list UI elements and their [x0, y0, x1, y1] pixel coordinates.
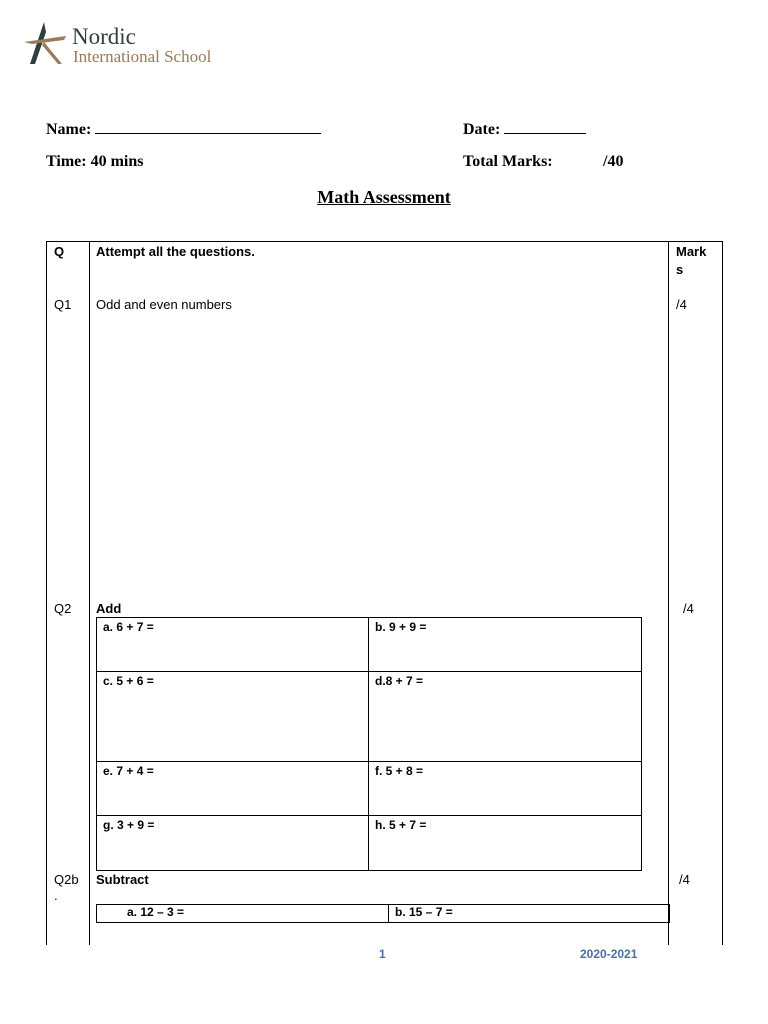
addition-grid [96, 617, 642, 871]
date-blank[interactable] [504, 119, 586, 134]
assessment-table [46, 241, 723, 945]
grid-col-line [388, 905, 389, 922]
add-problem-h[interactable]: h. 5 + 7 = [375, 818, 427, 832]
date-label: Date: [463, 121, 501, 138]
q2-text: Add [96, 601, 122, 616]
school-logo [22, 20, 232, 70]
q2-marks: /4 [683, 601, 694, 616]
add-problem-d[interactable]: d.8 + 7 = [375, 674, 424, 688]
add-problem-a[interactable]: a. 6 + 7 = [103, 620, 154, 634]
col-header-marks-2: s [676, 262, 684, 277]
q2b-text: Subtract [96, 872, 149, 887]
add-problem-g[interactable]: g. 3 + 9 = [103, 818, 155, 832]
col-header-q: Q [54, 244, 65, 259]
total-marks-value: /40 [603, 153, 624, 170]
time-text: Time: 40 mins [46, 153, 144, 170]
date-field [463, 119, 586, 139]
add-problem-e[interactable]: e. 7 + 4 = [103, 764, 154, 778]
name-blank[interactable] [95, 119, 321, 134]
page-title [0, 187, 768, 208]
instruction-text: Attempt all the questions. [96, 244, 255, 259]
logo-name-line1: Nordic [72, 24, 136, 49]
grid-row-line [97, 761, 641, 762]
grid-col-line [368, 618, 369, 870]
grid-row-line [97, 815, 641, 816]
add-problem-c[interactable]: c. 5 + 6 = [103, 674, 154, 688]
subtraction-grid [96, 904, 670, 923]
grid-row-line [97, 671, 641, 672]
col-header-marks-1: Mark [676, 244, 707, 259]
logo-name-line2: International School [73, 47, 212, 66]
q2b-number: Q2b [54, 872, 79, 887]
sub-problem-b[interactable]: b. 15 – 7 = [395, 905, 453, 919]
page-number: 1 [379, 947, 386, 961]
q2b-marks: /4 [679, 872, 690, 887]
q1-text: Odd and even numbers [96, 297, 232, 312]
table-divider-q [89, 242, 90, 945]
sub-problem-a[interactable]: a. 12 – 3 = [127, 905, 185, 919]
star-logo-icon [22, 20, 70, 66]
total-marks-label: Total Marks: [463, 153, 553, 170]
q1-number: Q1 [54, 297, 72, 312]
name-field [46, 119, 321, 139]
name-label: Name: [46, 121, 92, 138]
school-year: 2020-2021 [580, 947, 638, 961]
table-divider-marks [668, 242, 669, 945]
q2-number: Q2 [54, 601, 72, 616]
add-problem-f[interactable]: f. 5 + 8 = [375, 764, 424, 778]
q2b-number-dot: . [54, 888, 58, 903]
add-problem-b[interactable]: b. 9 + 9 = [375, 620, 427, 634]
page-title-text: Math Assessment [317, 187, 451, 207]
q1-marks: /4 [676, 297, 687, 312]
